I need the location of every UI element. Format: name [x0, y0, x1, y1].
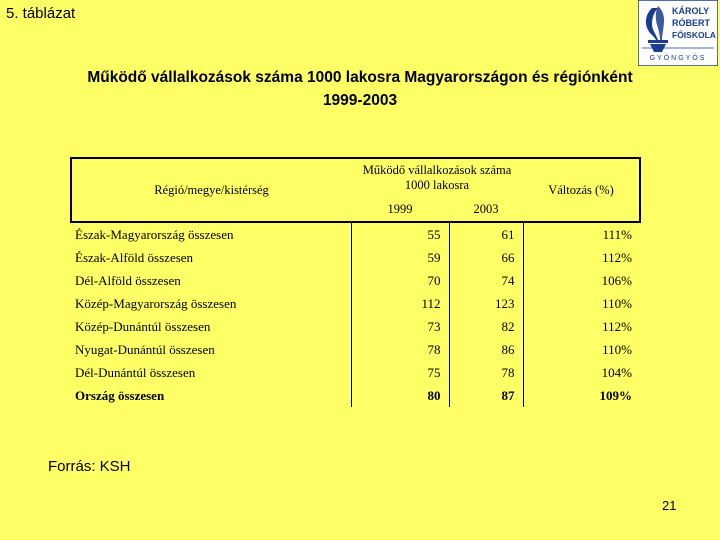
- value-1999: 59: [351, 246, 449, 269]
- logo-line1: KÁROLY: [672, 6, 710, 16]
- title-line-2: 1999-2003: [322, 92, 398, 109]
- logo-line4: GYÖNGYÖS: [649, 55, 707, 62]
- value-2003: 123: [449, 292, 523, 315]
- logo-line2: RÓBERT: [672, 18, 710, 28]
- change-percent: 112%: [602, 249, 632, 265]
- table-row: [71, 269, 640, 292]
- header-1999: 1999: [351, 198, 449, 222]
- change-percent: 112%: [602, 318, 632, 334]
- value-1999: 73: [351, 315, 449, 338]
- header-group: Működő vállalkozások száma 1000 lakosra: [351, 158, 523, 198]
- region-name: Dél-Dunántúl összesen: [75, 364, 196, 380]
- table-number-label: 5. táblázat: [6, 5, 76, 22]
- region-name: Ország összesen: [75, 387, 165, 403]
- value-1999: 112: [351, 292, 449, 315]
- change-percent: 110%: [602, 341, 632, 357]
- change-percent: 104%: [601, 364, 632, 380]
- value-2003: 86: [449, 338, 523, 361]
- table-row: [71, 246, 640, 269]
- logo-line3: FŐISKOLA: [672, 30, 716, 40]
- value-1999: 78: [351, 338, 449, 361]
- page-number: 21: [662, 498, 677, 513]
- region-name: Közép-Dunántúl összesen: [75, 318, 211, 334]
- table-row: [71, 292, 640, 315]
- table-row: [71, 361, 640, 384]
- change-percent: 110%: [602, 295, 632, 311]
- value-2003: 61: [449, 222, 523, 246]
- table-row: [71, 338, 640, 361]
- region-name: Dél-Alföld összesen: [75, 272, 181, 288]
- table-row: [71, 315, 640, 338]
- karoly-robert-foiskola-logo: [638, 0, 718, 66]
- header-region: Régió/megye/kistérség: [71, 158, 351, 222]
- value-2003: 78: [449, 361, 523, 384]
- value-2003: 74: [449, 269, 523, 292]
- data-table: [70, 157, 641, 407]
- region-name: Észak-Magyarország összesen: [75, 226, 234, 242]
- header-change: Változás (%): [523, 158, 640, 222]
- change-percent: 106%: [601, 272, 632, 288]
- region-name: Észak-Alföld összesen: [75, 249, 194, 265]
- region-name: Közép-Magyarország összesen: [75, 295, 237, 311]
- value-2003: 87: [449, 384, 523, 407]
- source-note: Forrás: KSH: [48, 458, 131, 475]
- page-title: [20, 66, 700, 112]
- value-1999: 75: [351, 361, 449, 384]
- value-1999: 70: [351, 269, 449, 292]
- table-row: [71, 222, 640, 246]
- header-2003: 2003: [449, 198, 523, 222]
- change-percent: 111%: [602, 226, 632, 242]
- table-row: [71, 384, 640, 407]
- change-percent: 109%: [599, 387, 632, 403]
- value-2003: 66: [449, 246, 523, 269]
- region-name: Nyugat-Dunántúl összesen: [75, 341, 215, 357]
- title-line-1: Működő vállalkozások száma 1000 lakosra Magyarországon és régiónként: [87, 69, 633, 86]
- value-1999: 80: [351, 384, 449, 407]
- value-2003: 82: [449, 315, 523, 338]
- value-1999: 55: [351, 222, 449, 246]
